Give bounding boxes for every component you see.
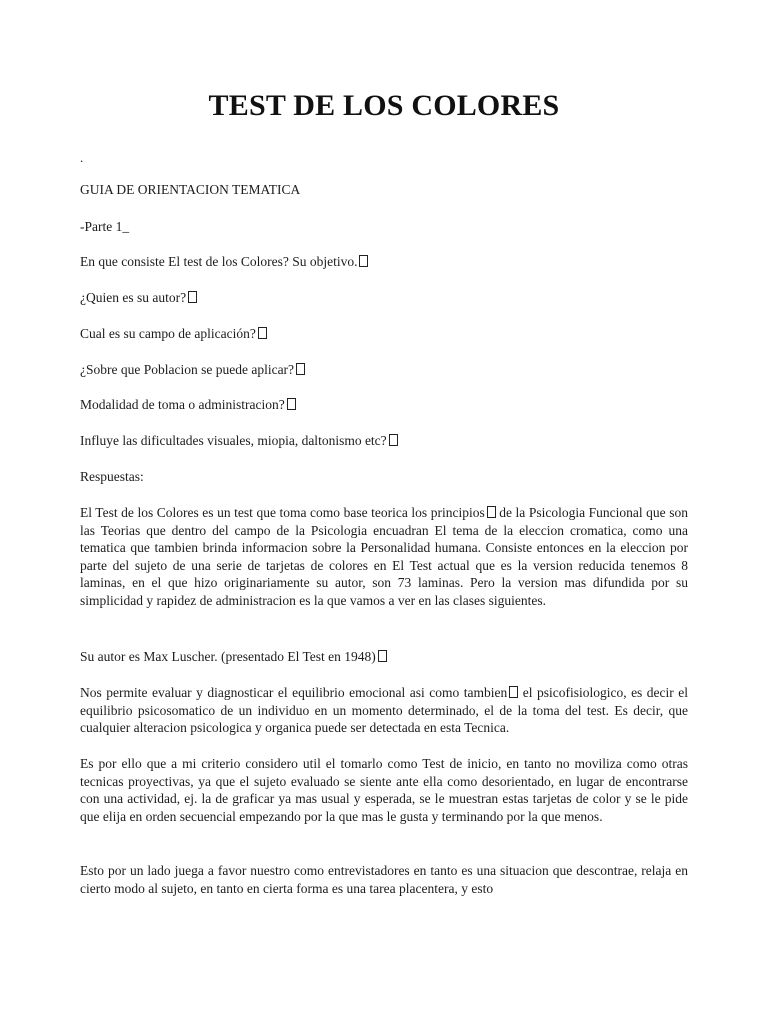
question-item	[80, 397, 296, 413]
answers-heading: Respuestas:	[80, 469, 144, 484]
missing-glyph-icon	[188, 291, 197, 303]
answer-paragraph	[80, 684, 688, 737]
question-text: ¿Sobre que Poblacion se puede aplicar?	[80, 362, 295, 377]
question-item	[80, 326, 267, 342]
missing-glyph-icon	[389, 434, 398, 446]
question-item	[80, 290, 197, 306]
missing-glyph-icon	[258, 327, 267, 339]
missing-glyph-icon	[287, 398, 296, 410]
paragraph-text: Su autor es Max Luscher. (presentado El Test en 1948)	[80, 649, 376, 664]
missing-glyph-icon	[359, 255, 368, 267]
question-item	[80, 433, 398, 449]
answer-paragraph	[80, 648, 688, 666]
dot-marker: .	[80, 150, 84, 165]
paragraph-text: El Test de los Colores es un test que toma como base teorica los principios	[80, 505, 485, 520]
question-item	[80, 362, 305, 378]
missing-glyph-icon	[378, 650, 387, 662]
document-title: TEST DE LOS COLORES	[208, 89, 560, 122]
answer-paragraph: Esto por un lado juega a favor nuestro como entrevistadores en tanto es una situacion que descontrae, relaja en cierto modo al sujeto, en tanto en cierta forma es una tarea placentera, y esto	[80, 863, 688, 896]
question-item	[80, 254, 368, 270]
guide-heading: GUIA DE ORIENTACION TEMATICA	[80, 182, 301, 197]
missing-glyph-icon	[296, 363, 305, 375]
missing-glyph-icon	[509, 686, 518, 698]
question-text: ¿Quien es su autor?	[80, 290, 187, 305]
missing-glyph-icon	[487, 506, 496, 518]
answer-paragraph	[80, 504, 688, 609]
part-label: -Parte 1_	[80, 219, 130, 234]
paragraph-text: Nos permite evaluar y diagnosticar el equilibrio emocional asi como tambien	[80, 685, 508, 700]
question-text: Cual es su campo de aplicación?	[80, 326, 256, 341]
question-text: Influye las dificultades visuales, miopia, daltonismo etc?	[80, 433, 387, 448]
question-text: En que consiste El test de los Colores? Su objetivo.	[80, 254, 358, 269]
answer-paragraph: Es por ello que a mi criterio considero util el tomarlo como Test de inicio, en tanto no moviliza como otras tecnicas proyectivas, ya que el sujeto evaluado se siente ante ella como desorientado, en lugar de encontrarse con una actividad, ej. la de graficar ya mas usual y esperada, se le muestran estas tarjetas de color y se le pide que elija en orden secuencial empezando por la que mas le gusta y terminando por la que menos.	[80, 756, 688, 824]
paragraph-text: de la Psicologia Funcional que son las Teorias que dentro del campo de la Psicologia encuadran El tema de la eleccion cromatica, como una tematica que tambien brinda informacion sobre la Personalidad humana. Consiste entonces en la eleccion por parte del sujeto de una serie de tarjetas de colores en El Test actual que es la version reducida tenemos 8 laminas, en el que hizo originariamente su autor, son 73 laminas. Pero la version mas difundida por su simplicidad y rapidez de administracion es la que vamos a ver en las clases siguientes.	[80, 505, 688, 608]
question-text: Modalidad de toma o administracion?	[80, 397, 285, 412]
paragraph-text: el psicofisiologico, es decir el equilibrio psicosomatico de un individuo en un momento determinado, el de la toma del test. Es decir, que cualquier alteracion psicologica y organica puede ser detectada en esta Tecnica.	[80, 685, 689, 735]
